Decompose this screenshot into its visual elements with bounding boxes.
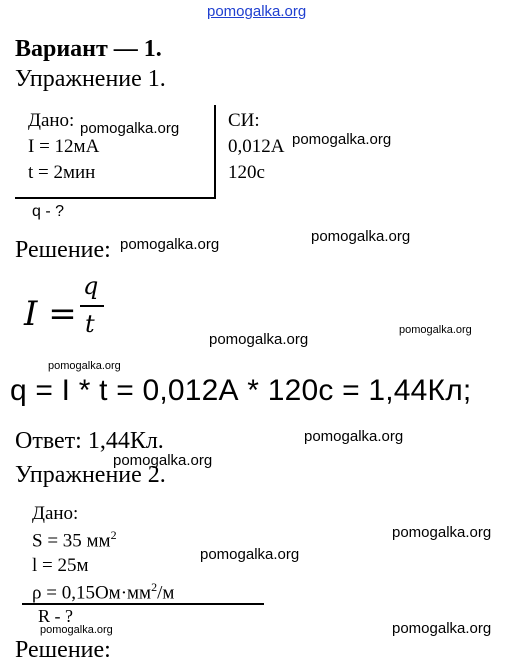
watermark: pomogalka.org bbox=[311, 228, 411, 245]
watermark: pomogalka.org bbox=[200, 546, 300, 563]
ex1-calculation: q = I * t = 0,012А * 120с = 1,44Кл; bbox=[10, 374, 472, 407]
watermark: pomogalka.org bbox=[209, 331, 309, 348]
watermark: pomogalka.org bbox=[304, 428, 404, 445]
ex2-find: R - ? bbox=[38, 606, 73, 626]
ex1-given-label: Дано: bbox=[28, 110, 75, 131]
ex1-si-label: СИ: bbox=[228, 110, 260, 131]
ex2-solution-label: Решение: bbox=[15, 637, 111, 663]
ex1-solution-label: Решение: bbox=[15, 237, 111, 263]
ex2-given-label: Дано: bbox=[32, 503, 79, 524]
ex1-formula-denominator: t bbox=[85, 310, 95, 338]
ex1-given-current: I = 12мА bbox=[28, 136, 100, 157]
ex1-find: q - ? bbox=[32, 203, 65, 220]
ex2-given-area: S = 35 $мм^2$ bbox=[32, 528, 117, 552]
ex2-given-length: l = 25м bbox=[32, 555, 89, 576]
ex1-vertical-divider bbox=[214, 105, 216, 199]
watermark: pomogalka.org bbox=[292, 131, 392, 148]
ex1-si-time: 120с bbox=[228, 162, 265, 183]
exercise1-title: Упражнение 1. bbox=[15, 66, 166, 92]
ex1-horizontal-divider bbox=[15, 197, 216, 199]
ex1-formula-numerator: q bbox=[83, 272, 99, 300]
watermark: pomogalka.org bbox=[48, 360, 121, 372]
watermark: pomogalka.org bbox=[80, 120, 180, 137]
ex1-formula-lhs: I = bbox=[24, 294, 77, 334]
ex2-given-resistivity: $\rho = 0,15Ом\cdot мм^2/м$ bbox=[32, 580, 175, 604]
watermark: pomogalka.org bbox=[113, 452, 213, 469]
watermark: pomogalka.org bbox=[392, 524, 492, 541]
watermark-top[interactable]: pomogalka.org bbox=[207, 3, 307, 20]
variant-heading: Вариант — 1. bbox=[15, 36, 162, 62]
ex1-si-current: 0,012А bbox=[228, 136, 285, 157]
watermark: pomogalka.org bbox=[40, 624, 113, 636]
ex1-answer: Ответ: 1,44Кл. bbox=[15, 428, 164, 454]
watermark: pomogalka.org bbox=[399, 324, 472, 336]
exercise2-title: Упражнение 2. bbox=[15, 462, 166, 488]
ex2-horizontal-divider bbox=[22, 603, 264, 605]
ex1-fraction-bar bbox=[80, 305, 104, 307]
ex1-given-time: t = 2мин bbox=[28, 162, 96, 183]
watermark: pomogalka.org bbox=[392, 620, 492, 637]
watermark: pomogalka.org bbox=[120, 236, 220, 253]
